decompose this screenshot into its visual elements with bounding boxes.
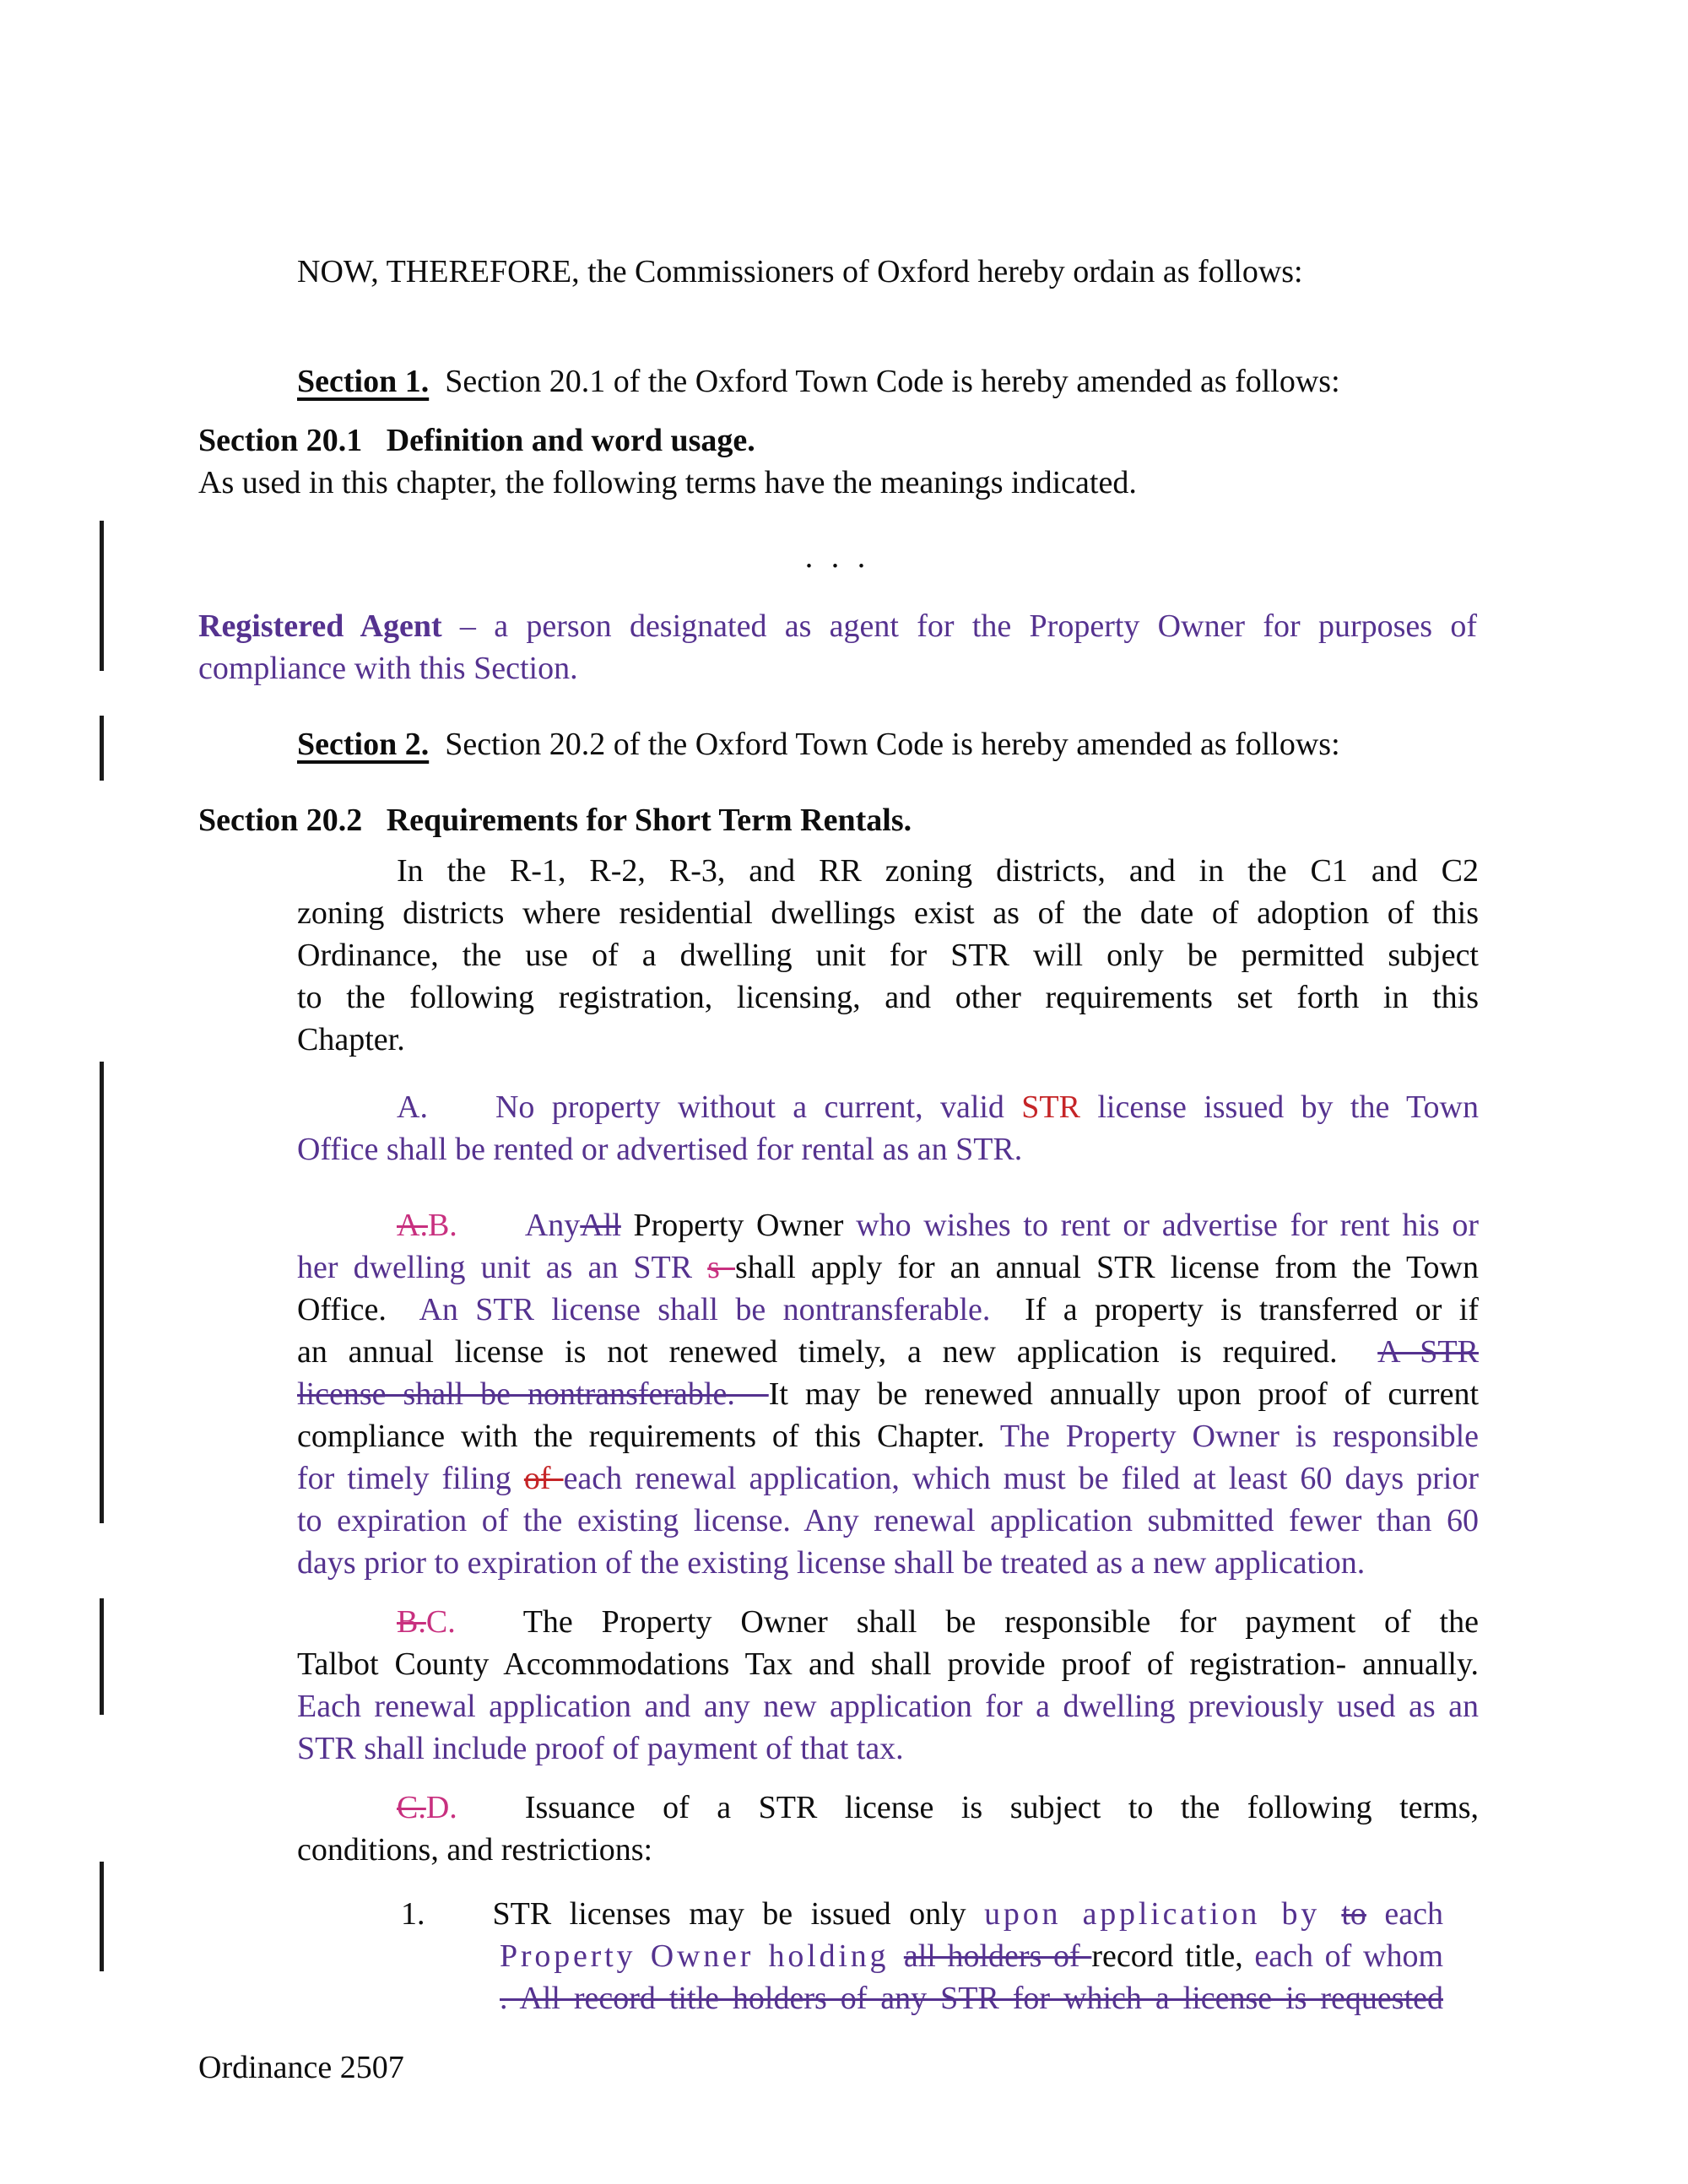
text-line xyxy=(401,1893,1443,1935)
text-run: compliance with the requirements of this Chapter. xyxy=(297,1419,1000,1454)
text-line xyxy=(198,799,912,841)
change-bar xyxy=(100,716,104,781)
text-run: NOW, THEREFORE, the Commissioners of Oxford hereby ordain as follows: xyxy=(297,254,1303,289)
text-run: A. xyxy=(397,1208,428,1243)
text-line xyxy=(297,1331,1479,1373)
str-intro-paragraph xyxy=(297,850,1479,1061)
text-line xyxy=(297,1829,1479,1871)
registered-agent-definition xyxy=(198,605,1477,689)
text-run: , xyxy=(1235,1938,1255,1974)
text-line xyxy=(297,850,1479,892)
text-run: Section 2. xyxy=(297,727,430,762)
text-run: Any xyxy=(524,1208,581,1243)
text-run: each renewal application, which must be filed at least 60 days prior xyxy=(563,1461,1480,1496)
text-line xyxy=(297,1086,1479,1128)
text-run: Section 20.1 Definition and word usage. xyxy=(198,423,755,458)
text-run: Section 20.2 of the Oxford Town Code is hereby amended as follows: xyxy=(429,727,1340,762)
text-run: Office. xyxy=(297,1292,419,1327)
text-line xyxy=(297,1289,1479,1331)
change-bar xyxy=(100,521,104,671)
text-run: license shall be nontransferable. xyxy=(297,1376,769,1412)
text-line xyxy=(297,976,1479,1019)
text-run: record title xyxy=(1091,1938,1236,1974)
text-line xyxy=(297,1601,1479,1643)
text-line xyxy=(198,462,1137,504)
text-line xyxy=(297,934,1479,976)
text-line xyxy=(297,1373,1479,1415)
text-run: license issued by the Town xyxy=(1080,1089,1479,1125)
text-run: . . . xyxy=(804,539,871,575)
text-line xyxy=(297,1643,1479,1685)
text-line xyxy=(297,1019,1479,1061)
text-run: STR shall include proof of payment of that tax. xyxy=(297,1731,904,1766)
text-line xyxy=(198,536,1477,578)
text-run: to expiration of the existing license. Any renewal application submitted fewer than 60 xyxy=(297,1503,1479,1538)
section-2-line xyxy=(297,723,1340,765)
text-line xyxy=(297,1685,1479,1727)
text-run: B. xyxy=(397,1604,426,1640)
text-run: STR licenses may be issued only xyxy=(492,1896,985,1932)
change-bar xyxy=(100,1598,104,1715)
text-line xyxy=(297,1246,1479,1289)
section-1-line xyxy=(297,360,1340,403)
text-run: shall apply for an annual STR license from the Town xyxy=(735,1250,1479,1285)
text-run: compliance with this Section. xyxy=(198,651,578,686)
text-run: A. xyxy=(397,1089,428,1125)
text-run: each of whom xyxy=(1254,1938,1443,1974)
text-run: her dwelling unit as an STR xyxy=(297,1250,708,1285)
paragraph-c-d xyxy=(297,1787,1479,1871)
change-bar xyxy=(100,1862,104,1971)
text-line xyxy=(297,1457,1479,1500)
text-line xyxy=(297,251,1303,293)
text-line xyxy=(297,1542,1479,1584)
text-run: conditions, and restrictions: xyxy=(297,1832,653,1868)
text-run: of xyxy=(523,1461,564,1496)
paragraph-a xyxy=(297,1086,1479,1170)
text-run: Chapter. xyxy=(297,1022,405,1057)
text-run: B. xyxy=(427,1208,457,1243)
text-line xyxy=(297,723,1340,765)
text-run: Registered Agent xyxy=(198,608,442,644)
text-run: No property without a current, valid xyxy=(495,1089,1022,1125)
text-line xyxy=(297,1500,1479,1542)
text-run: 1. xyxy=(401,1896,425,1932)
text-run: . All record title holders of any STR for which a license is requested xyxy=(500,1981,1443,2016)
text-run: – a person designated as agent for the Property Owner for purposes of xyxy=(441,608,1477,644)
text-line xyxy=(401,1977,1443,2019)
text-run: As used in this chapter, the following terms have the meanings indicated. xyxy=(198,465,1137,500)
text-run: Ordinance, the use of a dwelling unit for STR will only be permitted subject xyxy=(297,938,1479,973)
text-run: All xyxy=(580,1208,621,1243)
text-run: an annual license is not renewed timely, a new application is required. xyxy=(297,1334,1378,1370)
section-20-1-heading xyxy=(198,419,1137,504)
text-run: It may be renewed annually upon proof of current xyxy=(768,1376,1480,1412)
text-run: C. xyxy=(425,1604,456,1640)
text-run: Property Owner xyxy=(620,1208,857,1243)
text-run: STR xyxy=(1021,1089,1080,1125)
text-run: each xyxy=(1366,1896,1443,1932)
text-line xyxy=(297,1204,1479,1246)
text-run: Office shall be rented or advertised for rental as an STR. xyxy=(297,1132,1023,1167)
text-line xyxy=(297,1128,1479,1170)
text-run: Talbot County Accommodations Tax and shall provide proof of registration- annually. xyxy=(297,1646,1479,1682)
text-run: s xyxy=(707,1250,736,1285)
text-run: An STR license shall be nontransferable. xyxy=(419,1292,991,1327)
text-run: zoning districts where residential dwellings exist as of the date of adoption of this xyxy=(297,895,1479,931)
text-run: Issuance of a STR license is subject to the following terms, xyxy=(524,1790,1479,1825)
text-line xyxy=(297,892,1479,934)
text-run: days prior to expiration of the existing license shall be treated as a new application. xyxy=(297,1545,1366,1581)
text-run: Property Owner holding xyxy=(500,1938,904,1974)
text-run: D. xyxy=(425,1790,457,1825)
page-footer: Ordinance 2507 xyxy=(198,2050,404,2085)
text-run: Section 1. xyxy=(297,364,430,399)
text-line xyxy=(297,1415,1479,1457)
text-line xyxy=(401,1935,1443,1977)
text-line xyxy=(198,605,1477,647)
text-run: all holders of xyxy=(903,1938,1092,1974)
text-run: The Property Owner is responsible xyxy=(999,1419,1479,1454)
text-line xyxy=(198,419,1137,462)
text-run: The Property Owner shall be responsible for payment of the xyxy=(522,1604,1479,1640)
text-run: who wishes to rent or advertise for rent his or xyxy=(856,1208,1480,1243)
text-run: Each renewal application and any new application for a dwelling previously used as an xyxy=(297,1689,1479,1724)
text-run: to xyxy=(1341,1896,1366,1932)
text-run: A STR xyxy=(1377,1334,1479,1370)
ordain-clause xyxy=(297,251,1303,293)
paragraph-b-c xyxy=(297,1601,1479,1770)
text-run: C. xyxy=(397,1790,426,1825)
text-run: Section 20.2 Requirements for Short Term Rentals. xyxy=(198,803,912,838)
change-bar xyxy=(100,1062,104,1523)
text-run: In the R-1, R-2, R-3, and RR zoning districts, and in the C1 and C2 xyxy=(397,853,1479,889)
ellipsis-separator xyxy=(198,536,1477,578)
text-run: for timely filing xyxy=(297,1461,524,1496)
text-run: Section 20.1 of the Oxford Town Code is hereby amended as follows: xyxy=(429,364,1340,399)
text-line xyxy=(297,1727,1479,1770)
paragraph-a-b xyxy=(297,1204,1479,1584)
list-item-1 xyxy=(401,1893,1443,2019)
text-line xyxy=(297,360,1340,403)
text-run: to the following registration, licensing, and other requirements set forth in this xyxy=(297,980,1479,1015)
text-line xyxy=(198,647,1477,689)
section-20-2-heading xyxy=(198,799,912,841)
text-run: upon application by xyxy=(984,1896,1342,1932)
text-line xyxy=(297,1787,1479,1829)
text-run: If a property is transferred or if xyxy=(990,1292,1479,1327)
